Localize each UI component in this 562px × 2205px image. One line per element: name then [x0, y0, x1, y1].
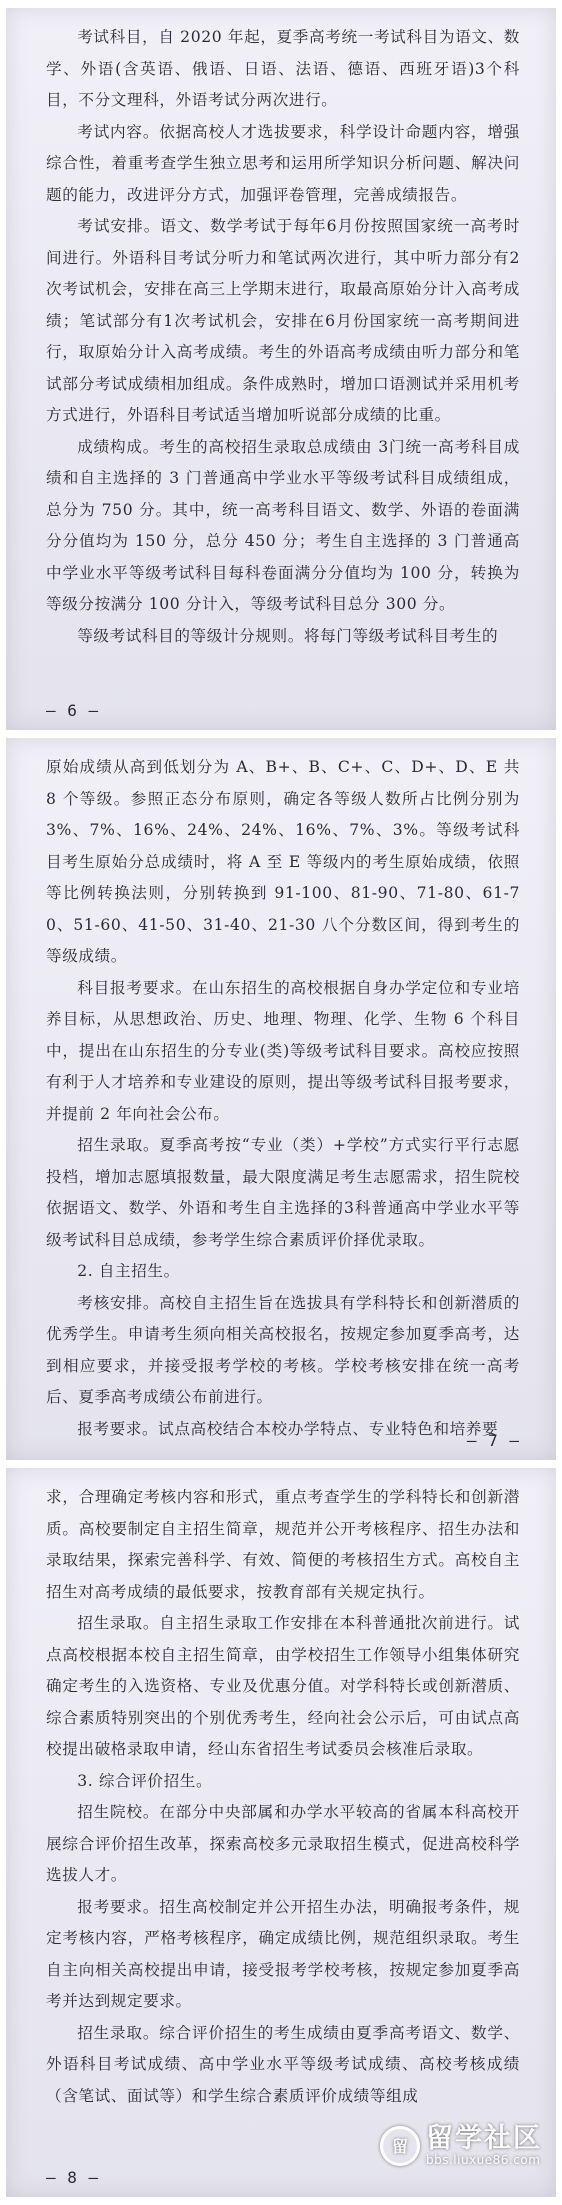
page-number: — 7 — [466, 1431, 520, 1450]
watermark-logo-icon: 留 [380, 2126, 420, 2166]
document-page-7 [6, 738, 556, 1460]
watermark-title: 留学社区 [426, 2123, 542, 2155]
paragraph-subject-requirements: 科目报考要求。在山东招生的高校根据自身办学定位和专业培养目标，从思想政治、历史、地理、物理、化学、生物 6 个科目中，提出在山东招生的分专业(类)等级考试科目要求。高校应按照有利于人才培养和专业建设的原则，提出等级考试科目报考要求，并提前 2 年向社会公布。 [46, 978, 520, 1123]
page-number: — 8 — [46, 2168, 100, 2187]
page-6-content [46, 22, 520, 652]
paragraph-comprehensive-admission: 招生录取。综合评价招生的考生成绩由夏季高考语文、数学、外语科目考试成绩、高中学业水平等级考试成绩、高校考核成绩（含笔试、面试等）和学生综合素质评价成绩等组成 [46, 2023, 520, 2105]
watermark-url: bbs.liuxue86.com [426, 2152, 541, 2167]
paragraph-exam-arrangement: 考试安排。语文、数学考试于每年6月份按照国家统一高考时间进行。外语科目考试分听力和笔试两次进行，其中听力部分有2次考试机会，安排在高三上学期末进行，取最高原始分计入高考成绩；笔试部分有1次考试机会，安排在6月份国家统一高考期间进行，取原始分计入高考成绩。考生的外语高考成绩由听力部分和笔试部分考试成绩相加组成。条件成熟时，增加口语测试并采用机考方式进行，外语科目考试适当增加听说部分成绩的比重。 [46, 217, 520, 424]
document-page-8 [6, 1468, 556, 2197]
site-watermark [380, 2124, 542, 2167]
paragraph-score-composition: 成绩构成。考生的高校招生录取总成绩由 3门统一高考科目成绩和自主选择的 3 门普通高中学业水平等级考试科目成绩组成，总分为 750 分。其中，统一高考科目语文、数学、外语的卷面满分分值均为 150 分，总分 450 分；考生自主选择的 3 门普通高中学业水平等级考试科目每科卷面满分分值均为 100 分，转换为等级分按满分 100 分计入，等级考试科目总分 300 分。 [46, 437, 520, 613]
paragraph-recruiting-institutions: 招生院校。在部分中央部属和办学水平较高的省属本科高校开展综合评价招生改革，探索高校多元录取招生模式，促进高校科学选拔人才。 [46, 1803, 520, 1884]
page-8-content [46, 1482, 520, 2112]
watermark-text [426, 2124, 542, 2167]
paragraph-assessment-arrangement: 考核安排。高校自主招生旨在选拔具有学科特长和创新潜质的优秀学生。申请考生须向相关高校报名，按规定参加夏季高考，达到相应要求，并接受报考学校的考核。学校考核安排在统一高考后、夏季高考成绩公布前进行。 [46, 1293, 520, 1406]
paragraph-admission: 招生录取。夏季高考按“专业（类）+学校”方式实行平行志愿投档，增加志愿填报数量，最大限度满足考生志愿需求，招生院校依据语文、数学、外语和考生自主选择的3科普通高中学业水平等级考试科目总成绩，参考学生综合素质评价择优录取。 [46, 1136, 520, 1249]
section-heading-independent-enrollment: 2. 自主招生。 [77, 1262, 180, 1280]
page-number: — 6 — [46, 701, 100, 720]
page-7-content [46, 752, 520, 1445]
paragraph-requirements-continued: 求，合理确定考核内容和形式，重点考查学生的学科特长和创新潜质。高校要制定自主招生简章，规范并公开考核程序、招生办法和录取结果，探索完善科学、有效、简便的考核招生方式。高校自主招生对高考成绩的最低要求，按教育部有关规定执行。 [46, 1488, 520, 1601]
paragraph-grading-rules: 等级考试科目的等级计分规则。将每门等级考试科目考生的 [77, 626, 499, 645]
paragraph-application-requirements-2: 报考要求。招生高校制定并公开招生办法，明确报考条件，规定考核内容，严格考核程序，确定成绩比例，规范组织录取。考生自主向相关高校提出申请，接受报考学校考核，按规定参加夏季高考并达到规定要求。 [46, 1897, 520, 2010]
paragraph-grade-levels: 原始成绩从高到低划分为 A、B+、B、C+、C、D+、D、E 共 8 个等级。参照正态分布原则，确定各等级人数所占比例分别为 3%、7%、16%、24%、24%、16%、7%、3%。等级考试科目考生原始分总成绩时，将 A 至 E 等级内的考生原始成绩，依照等比例转换法则，分别转换到 91-100、81-90、71-80、61-70、51-60、41-50、31-40、21-30 八个分数区间，得到考生的等级成绩。 [46, 758, 520, 965]
paragraph-exam-content: 考试内容。依据高校人才选拔要求，科学设计命题内容，增强综合性，着重考查学生独立思考和运用所学知识分析问题、解决问题的能力，改进评分方式，加强评卷管理，完善成绩报告。 [46, 122, 520, 204]
paragraph-application-requirements: 报考要求。试点高校结合本校办学特点、专业特色和培养要 [77, 1419, 499, 1438]
paragraph-exam-subjects: 考试科目，自 2020 年起，夏季高考统一考试科目为语文、数学、外语(含英语、俄语、日语、法语、德语、西班牙语)3个科目，不分文理科，外语考试分两次进行。 [46, 28, 520, 109]
section-heading-comprehensive-evaluation: 3. 综合评价招生。 [77, 1771, 213, 1790]
document-page-6 [6, 8, 556, 730]
paragraph-enrollment-admission: 招生录取。自主招生录取工作安排在本科普通批次前进行。试点高校根据本校自主招生简章，由学校招生工作领导小组集体研究确定考生的入选资格、专业及优惠分值。对学科特长或创新潜质、综合素质特别突出的个别优秀考生，经向社会公示后，可由试点高校提出破格录取申请，经山东省招生考试委员会核准后录取。 [46, 1614, 520, 1758]
